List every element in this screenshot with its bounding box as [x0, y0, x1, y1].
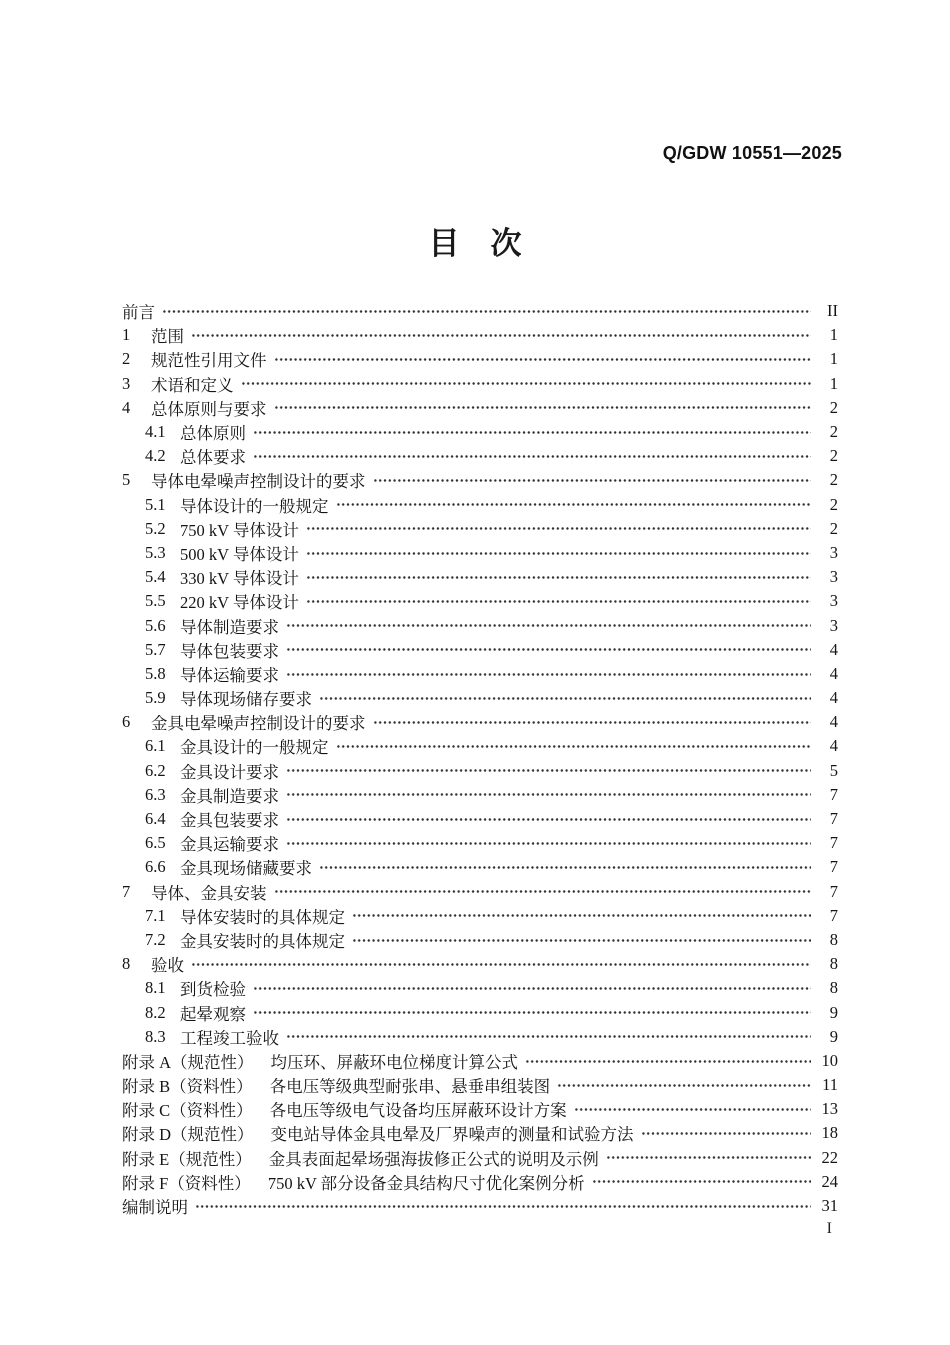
toc-entry-page: 7 [829, 784, 838, 804]
toc-entry-title: 500 kV 导体设计 [180, 544, 299, 564]
dot-leader [373, 468, 812, 492]
toc-entry-title: 金具表面起晕场强海拔修正公式的说明及示例 [268, 1149, 599, 1169]
toc-entry-number: 4 [122, 397, 131, 417]
toc-entry-page: 3 [829, 591, 838, 611]
toc-entry-title: 330 kV 导体设计 [180, 569, 299, 589]
toc-entry-number: 3 [122, 373, 131, 393]
toc-entry-title: 金具电晕噪声控制设计的要求 [151, 714, 366, 734]
toc-entry-page: 7 [829, 905, 838, 925]
dot-leader [352, 904, 811, 928]
toc-entry-title: 750 kV 导体设计 [180, 520, 299, 540]
dot-leader [162, 299, 811, 323]
dot-leader [606, 1146, 811, 1170]
toc-entry-number: 6 [122, 712, 131, 732]
toc-entry-title: 总体原则与要求 [151, 399, 267, 419]
toc-entry-title: 导体、金具安装 [151, 883, 267, 903]
toc-entry-title: 总体要求 [180, 448, 246, 468]
toc-entry-page: 7 [829, 881, 838, 901]
toc-entry [122, 1097, 838, 1121]
toc-entry [122, 396, 838, 420]
toc-entry-number: 附录 E（规范性） [122, 1149, 252, 1169]
toc-entry-number: 8.2 [145, 1002, 166, 1022]
toc-entry-page: 2 [829, 470, 838, 490]
toc-entry-page: 10 [821, 1050, 838, 1070]
toc-entry-page: 1 [829, 325, 838, 345]
toc-entry-title: 编制说明 [122, 1198, 188, 1218]
toc-entry-number: 5 [122, 470, 131, 490]
toc-entry-number: 4.1 [145, 422, 166, 442]
toc-entry-number: 5.7 [145, 639, 166, 659]
dot-leader [336, 734, 812, 758]
toc-entry-page: 31 [821, 1196, 838, 1216]
dot-leader [253, 976, 811, 1000]
dot-leader [274, 880, 812, 904]
toc-entry-title: 各电压等级电气设备均压屏蔽环设计方案 [269, 1101, 567, 1121]
dot-leader [319, 855, 811, 879]
toc-entry-title: 各电压等级典型耐张串、悬垂串组装图 [269, 1077, 551, 1097]
toc-entry-page: 3 [829, 542, 838, 562]
doc-number: Q/GDW 10551—2025 [662, 143, 842, 163]
dot-leader [241, 372, 812, 396]
dot-leader [286, 1025, 811, 1049]
toc-entry-title: 导体制造要求 [180, 617, 279, 637]
dot-leader [253, 1000, 811, 1024]
toc-entry-page: 4 [829, 663, 838, 683]
toc-entry-page: 2 [829, 446, 838, 466]
toc-entry-title: 导体现场储存要求 [180, 690, 312, 710]
toc-entry-title: 术语和定义 [151, 375, 234, 395]
toc-entry-number: 附录 D（规范性） [122, 1125, 254, 1145]
toc-entry [122, 831, 838, 855]
toc-entry-title: 750 kV 部分设备金具结构尺寸优化案例分析 [267, 1173, 585, 1193]
dot-leader [373, 710, 812, 734]
toc-entry-number: 5.9 [145, 688, 166, 708]
toc-entry-page: 7 [829, 833, 838, 853]
toc-entry [122, 444, 838, 468]
toc-entry [122, 904, 838, 928]
toc-entry-number: 6.4 [145, 809, 166, 829]
toc-entry-number: 5.3 [145, 542, 166, 562]
toc-entry [122, 1025, 838, 1049]
toc-entry-page: 8 [829, 929, 838, 949]
toc-entry-number: 7.2 [145, 929, 166, 949]
toc-entry-page: 4 [829, 688, 838, 708]
toc-entry-number: 5.2 [145, 518, 166, 538]
page-title: 目 次 [428, 226, 522, 261]
toc-entry-title: 范围 [151, 327, 184, 347]
toc-entry [122, 976, 838, 1000]
toc-entry-title: 工程竣工验收 [180, 1028, 279, 1048]
toc-entry-number: 附录 C（资料性） [122, 1101, 253, 1121]
toc-entry-number: 8 [122, 954, 131, 974]
toc-entry-title: 前言 [122, 303, 155, 323]
toc-entry-page: 18 [821, 1123, 838, 1143]
toc-entry [122, 807, 838, 831]
toc-entry [122, 1146, 838, 1170]
toc-entry-number: 5.4 [145, 567, 166, 587]
toc-entry-number: 附录 B（资料性） [122, 1077, 253, 1097]
toc-entry-page: 4 [829, 712, 838, 732]
dot-leader [557, 1073, 811, 1097]
toc-entry-title: 导体安装时的具体规定 [180, 907, 345, 927]
toc-entry-number: 6.6 [145, 857, 166, 877]
toc-entry [122, 1170, 838, 1194]
toc-entry-number: 1 [122, 325, 131, 345]
dot-leader [274, 396, 812, 420]
toc-entry-title: 金具设计要求 [180, 762, 279, 782]
toc-entry [122, 517, 838, 541]
toc-entry [122, 468, 838, 492]
toc-entry [122, 372, 838, 396]
toc-entry-page: 7 [829, 857, 838, 877]
dot-leader [525, 1049, 811, 1073]
dot-leader [253, 420, 811, 444]
toc-entry-page: 13 [821, 1099, 838, 1119]
toc-entry-number: 6.5 [145, 833, 166, 853]
toc-entry-page: 4 [829, 639, 838, 659]
toc-entry [122, 1121, 838, 1145]
toc-entry [122, 1049, 838, 1073]
toc-entry-number: 5.5 [145, 591, 166, 611]
toc-entry [122, 541, 838, 565]
dot-leader [319, 686, 811, 710]
toc-entry [122, 638, 838, 662]
toc-entry-title: 到货检验 [180, 980, 246, 1000]
toc-entry-title: 总体原则 [180, 424, 246, 444]
dot-leader [306, 541, 811, 565]
dot-leader [191, 323, 811, 347]
toc-entry-number: 7 [122, 881, 131, 901]
dot-leader [306, 589, 811, 613]
toc-entry [122, 928, 838, 952]
toc-entry-page: 11 [822, 1075, 838, 1095]
toc-entry-title: 规范性引用文件 [151, 351, 267, 371]
toc-entry [122, 565, 838, 589]
toc-entry-number: 5.6 [145, 615, 166, 635]
toc-entry-title: 金具包装要求 [180, 811, 279, 831]
toc-entry [122, 1000, 838, 1024]
toc-entry [122, 589, 838, 613]
toc-entry-page: 1 [829, 373, 838, 393]
dot-leader [286, 831, 811, 855]
dot-leader [274, 347, 812, 371]
toc-entry-number: 8.3 [145, 1026, 166, 1046]
toc-entry-page: 7 [829, 809, 838, 829]
toc-entry [122, 662, 838, 686]
toc-entry-page: 3 [829, 567, 838, 587]
toc-entry-title: 导体设计的一般规定 [180, 496, 329, 516]
dot-leader [306, 517, 811, 541]
toc-entry [122, 710, 838, 734]
toc-entry [122, 855, 838, 879]
toc-entry-page: 22 [821, 1147, 838, 1167]
dot-leader [286, 662, 811, 686]
toc-entry-page: II [827, 301, 838, 321]
toc-entry-page: 2 [829, 422, 838, 442]
toc-entry-page: 9 [829, 1026, 838, 1046]
dot-leader [574, 1097, 811, 1121]
toc-entry-title: 金具运输要求 [180, 835, 279, 855]
toc-entry-page: 1 [829, 349, 838, 369]
toc-entry-title: 金具安装时的具体规定 [180, 931, 345, 951]
dot-leader [286, 783, 811, 807]
toc-entry-page: 8 [829, 954, 838, 974]
toc-entry-number: 附录 A（规范性） [122, 1052, 254, 1072]
toc-entry-page: 8 [829, 978, 838, 998]
toc-entry-title: 均压环、屏蔽环电位梯度计算公式 [270, 1052, 519, 1072]
toc-entry-title: 导体电晕噪声控制设计的要求 [151, 472, 366, 492]
toc-entry-title: 导体运输要求 [180, 665, 279, 685]
footer-page-number: I [826, 1220, 832, 1237]
toc-entry-number: 5.8 [145, 663, 166, 683]
toc-entry [122, 759, 838, 783]
toc-entry [122, 493, 838, 517]
toc-entry-title: 验收 [151, 956, 184, 976]
dot-leader [195, 1194, 811, 1218]
toc-entry-title: 220 kV 导体设计 [180, 593, 299, 613]
dot-leader [253, 444, 811, 468]
toc-entry-number: 8.1 [145, 978, 166, 998]
toc-entry-page: 9 [829, 1002, 838, 1022]
toc-entry-number: 6.3 [145, 784, 166, 804]
toc-list [122, 299, 838, 1218]
toc-entry-number: 6.1 [145, 736, 166, 756]
dot-leader [306, 565, 811, 589]
dot-leader [336, 493, 812, 517]
dot-leader [191, 952, 811, 976]
toc-entry [122, 880, 838, 904]
dot-leader [286, 759, 811, 783]
toc-entry-number: 附录 F（资料性） [122, 1173, 251, 1193]
toc-entry [122, 347, 838, 371]
toc-entry-title: 金具设计的一般规定 [180, 738, 329, 758]
toc-entry-title: 起晕观察 [180, 1004, 246, 1024]
toc-entry-title: 金具现场储藏要求 [180, 859, 312, 879]
dot-leader [286, 613, 811, 637]
dot-leader [286, 638, 811, 662]
toc-entry [122, 299, 838, 323]
toc-entry-title: 金具制造要求 [180, 786, 279, 806]
toc-entry-title: 导体包装要求 [180, 641, 279, 661]
toc-entry-number: 5.1 [145, 494, 166, 514]
toc-entry [122, 783, 838, 807]
dot-leader [641, 1121, 811, 1145]
toc-entry-page: 2 [829, 494, 838, 514]
dot-leader [286, 807, 811, 831]
toc-entry [122, 613, 838, 637]
toc-entry-page: 2 [829, 518, 838, 538]
toc-entry-page: 4 [829, 736, 838, 756]
toc-entry [122, 323, 838, 347]
toc-entry [122, 686, 838, 710]
toc-entry [122, 1073, 838, 1097]
toc-entry [122, 734, 838, 758]
toc-entry-number: 7.1 [145, 905, 166, 925]
toc-entry-title: 变电站导体金具电晕及厂界噪声的测量和试验方法 [270, 1125, 634, 1145]
dot-leader [592, 1170, 811, 1194]
toc-entry-number: 6.2 [145, 760, 166, 780]
toc-entry [122, 420, 838, 444]
toc-entry [122, 1194, 838, 1218]
dot-leader [352, 928, 811, 952]
toc-entry-page: 5 [829, 760, 838, 780]
toc-entry [122, 952, 838, 976]
toc-entry-number: 2 [122, 349, 131, 369]
toc-entry-number: 4.2 [145, 446, 166, 466]
toc-entry-page: 3 [829, 615, 838, 635]
toc-entry-page: 2 [829, 397, 838, 417]
toc-entry-page: 24 [821, 1171, 838, 1191]
